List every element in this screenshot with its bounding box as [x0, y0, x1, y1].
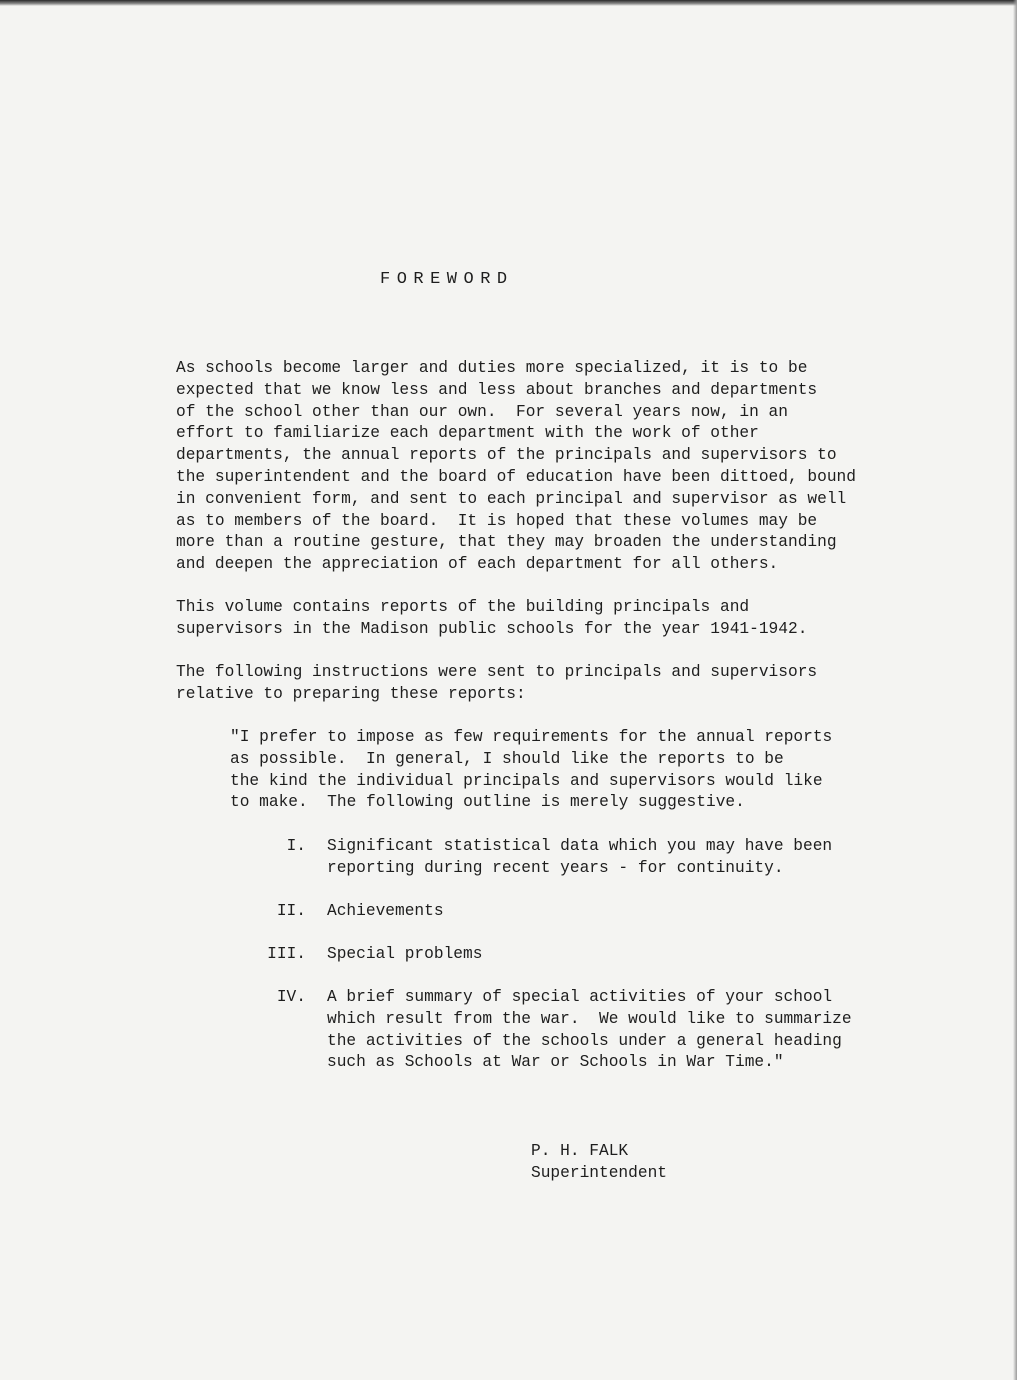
outline-numeral: IV.: [276, 988, 306, 1006]
page-edge-shadow: [0, 0, 1017, 6]
outline-text: A brief summary of special activities of your school which result from the war. We would like to summarize the activities of the schools under a general heading such as Schools at War or Schools in War Time.": [327, 988, 852, 1072]
outline-numeral: III.: [267, 945, 306, 963]
signature-name: P. H. FALK: [531, 1142, 629, 1160]
outline-text: Special problems: [327, 945, 483, 963]
paragraph-volume: This volume contains reports of the building principals and supervisors in the Madison public schools for the year 1941-1942.: [176, 598, 808, 638]
outline-numeral: II.: [276, 902, 306, 920]
signature-title: Superintendent: [531, 1164, 667, 1182]
outline-text: Achievements: [327, 902, 444, 920]
signature-block: [531, 1140, 667, 1184]
paragraph-intro: As schools become larger and duties more specialized, it is to be expected that we know less and less about branches and departments of the school other than our own. For several years now, in an effort to familiarize each department with the work of other departments, the annual reports of the principals and supervisors to the superintendent and the board of education have been dittoed, bound in convenient form, and sent to each principal and supervisor as well as to members of the board. It is hoped that these volumes may be more than a routine gesture, that they may broaden the understanding and deepen the appreciation of each department for all others.: [176, 359, 856, 574]
page-edge-shadow-right: [1013, 0, 1017, 1380]
outline-numeral: I.: [286, 837, 306, 855]
document-title: FOREWORD: [380, 270, 514, 289]
outline-text: Significant statistical data which you may have been reporting during recent years - for continuity.: [327, 837, 833, 877]
instruction-quote: "I prefer to impose as few requirements for the annual reports as possible. In general, I should like the reports to be the kind the individual principals and supervisors would like to make. The following outline is merely suggestive.: [230, 728, 833, 812]
paragraph-instructions: The following instructions were sent to principals and supervisors relative to preparing these reports:: [176, 663, 818, 703]
